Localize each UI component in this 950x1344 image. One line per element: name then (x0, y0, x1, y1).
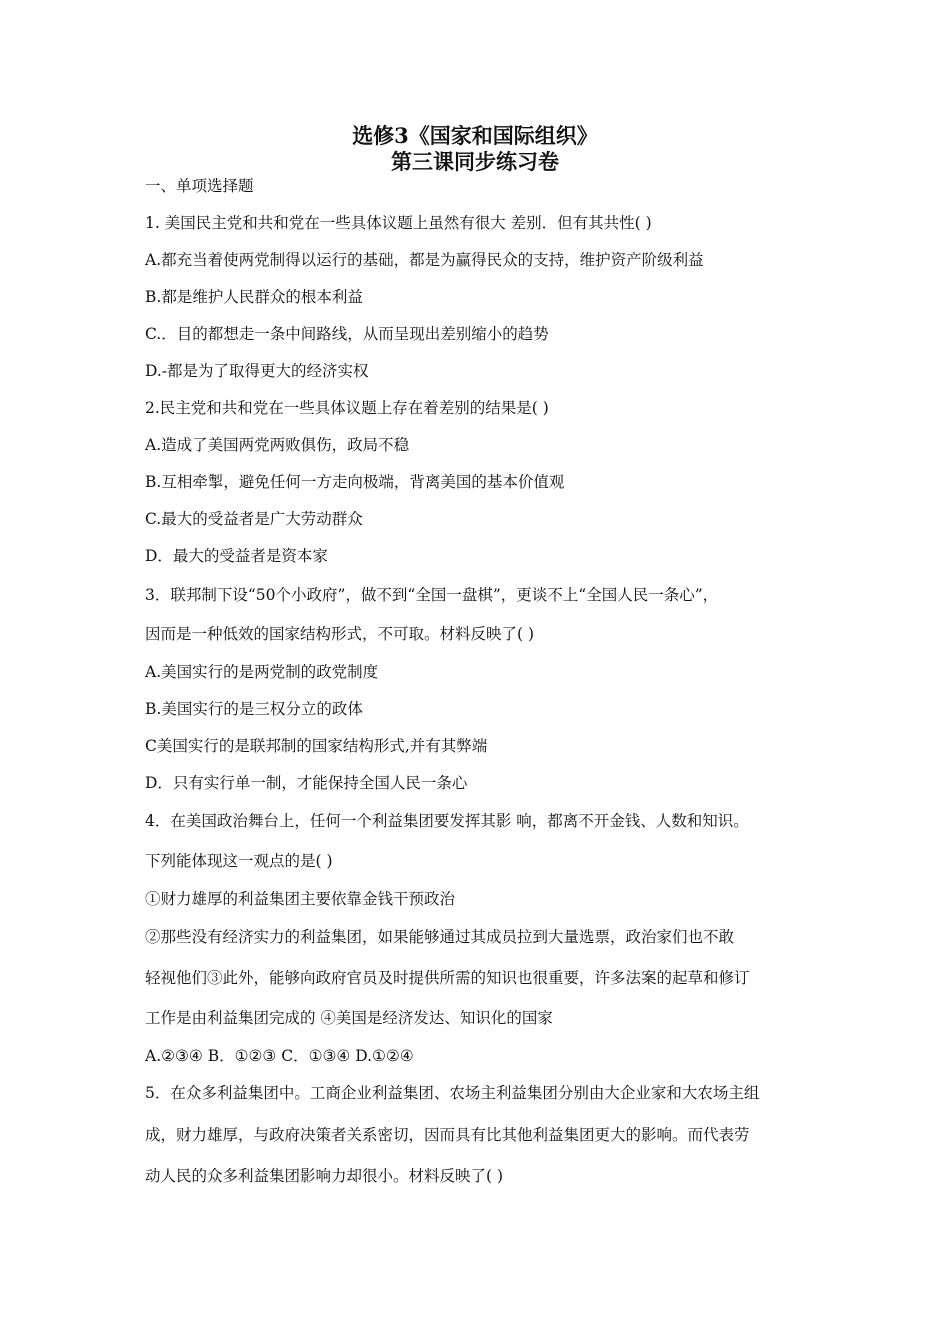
question-1-option-b: B.都是维护人民群众的根本利益 (145, 288, 363, 306)
question-5-stem-line-1: 5．在众多利益集团中。工商企业利益集团、农场主利益集团分别由大企业家和大农场主组 (145, 1084, 760, 1102)
question-2-option-a: A.造成了美国两党两败俱伤，政局不稳 (145, 436, 410, 454)
question-1-option-c: C.．目的都想走一条中间路线，从而呈现出差别缩小的趋势 (145, 325, 549, 343)
question-2-option-c: C.最大的受益者是广大劳动群众 (145, 510, 363, 528)
question-4-statement-3: 工作是由利益集团完成的 ④美国是经济发达、知识化的国家 (145, 1009, 553, 1027)
question-4-statement-1: ①财力雄厚的利益集团主要依靠金钱干预政治 (145, 890, 456, 908)
question-4-stem-line-1: 4．在美国政治舞台上，任何一个利益集团要发挥其影 响，都离不开金钱、人数和知识。 (145, 812, 749, 830)
question-5-stem-line-3: 动人民的众多利益集团影响力却很小。材料反映了( ) (145, 1167, 504, 1185)
question-1-option-a: A.都充当着使两党制得以运行的基础，都是为赢得民众的支持，维护资产阶级利益 (145, 251, 704, 269)
question-1-option-d: D.-都是为了取得更大的经济实权 (145, 362, 369, 380)
document-title-line-1: 选修3《国家和国际组织》 (352, 123, 598, 148)
question-2-option-b: B.互相牵掣，避免任何一方走向极端，背离美国的基本价值观 (145, 473, 565, 491)
question-3-option-b: B.美国实行的是三权分立的政体 (145, 700, 363, 718)
question-4-options: A.②③④ B．①②③ C．①③④ D.①②④ (145, 1047, 414, 1065)
question-5-stem-line-2: 成，财力雄厚，与政府决策者关系密切，因而具有比其他利益集团更大的影响。而代表劳 (145, 1126, 750, 1144)
question-4-statement-2-line-2: 轻视他们③此外，能够向政府官员及时提供所需的知识也很重要，许多法案的起草和修订 (145, 969, 750, 987)
question-3-stem-line-1: 3．联邦制下设“50个小政府”，做不到“全国一盘棋”，更谈不上“全国人民一条心”， (145, 586, 719, 604)
question-3-option-c: C美国实行的是联邦制的国家结构形式,并有其弊端 (145, 737, 488, 755)
question-2-option-d: D．最大的受益者是资本家 (145, 547, 328, 565)
question-4-stem-line-2: 下列能体现这一观点的是( ) (145, 852, 333, 870)
document-title-line-2: 第三课同步练习卷 (391, 149, 559, 174)
question-3-stem-line-2: 因而是一种低效的国家结构形式，不可取。材料反映了( ) (145, 625, 535, 643)
question-4-statement-2-line-1: ②那些没有经济实力的利益集团，如果能够通过其成员拉到大量选票，政治家们也不敢 (145, 928, 735, 946)
question-1-stem: 1. 美国民主党和共和党在一些具体议题上虽然有很大 差别．但有其共性( ) (145, 214, 652, 232)
section-heading: 一、单项选择题 (145, 177, 254, 195)
question-2-stem: 2.民主党和共和党在一些具体议题上存在着差别的结果是( ) (145, 399, 549, 417)
question-3-option-d: D．只有实行单一制，才能保持全国人民一条心 (145, 774, 468, 792)
question-3-option-a: A.美国实行的是两党制的政党制度 (145, 663, 379, 681)
